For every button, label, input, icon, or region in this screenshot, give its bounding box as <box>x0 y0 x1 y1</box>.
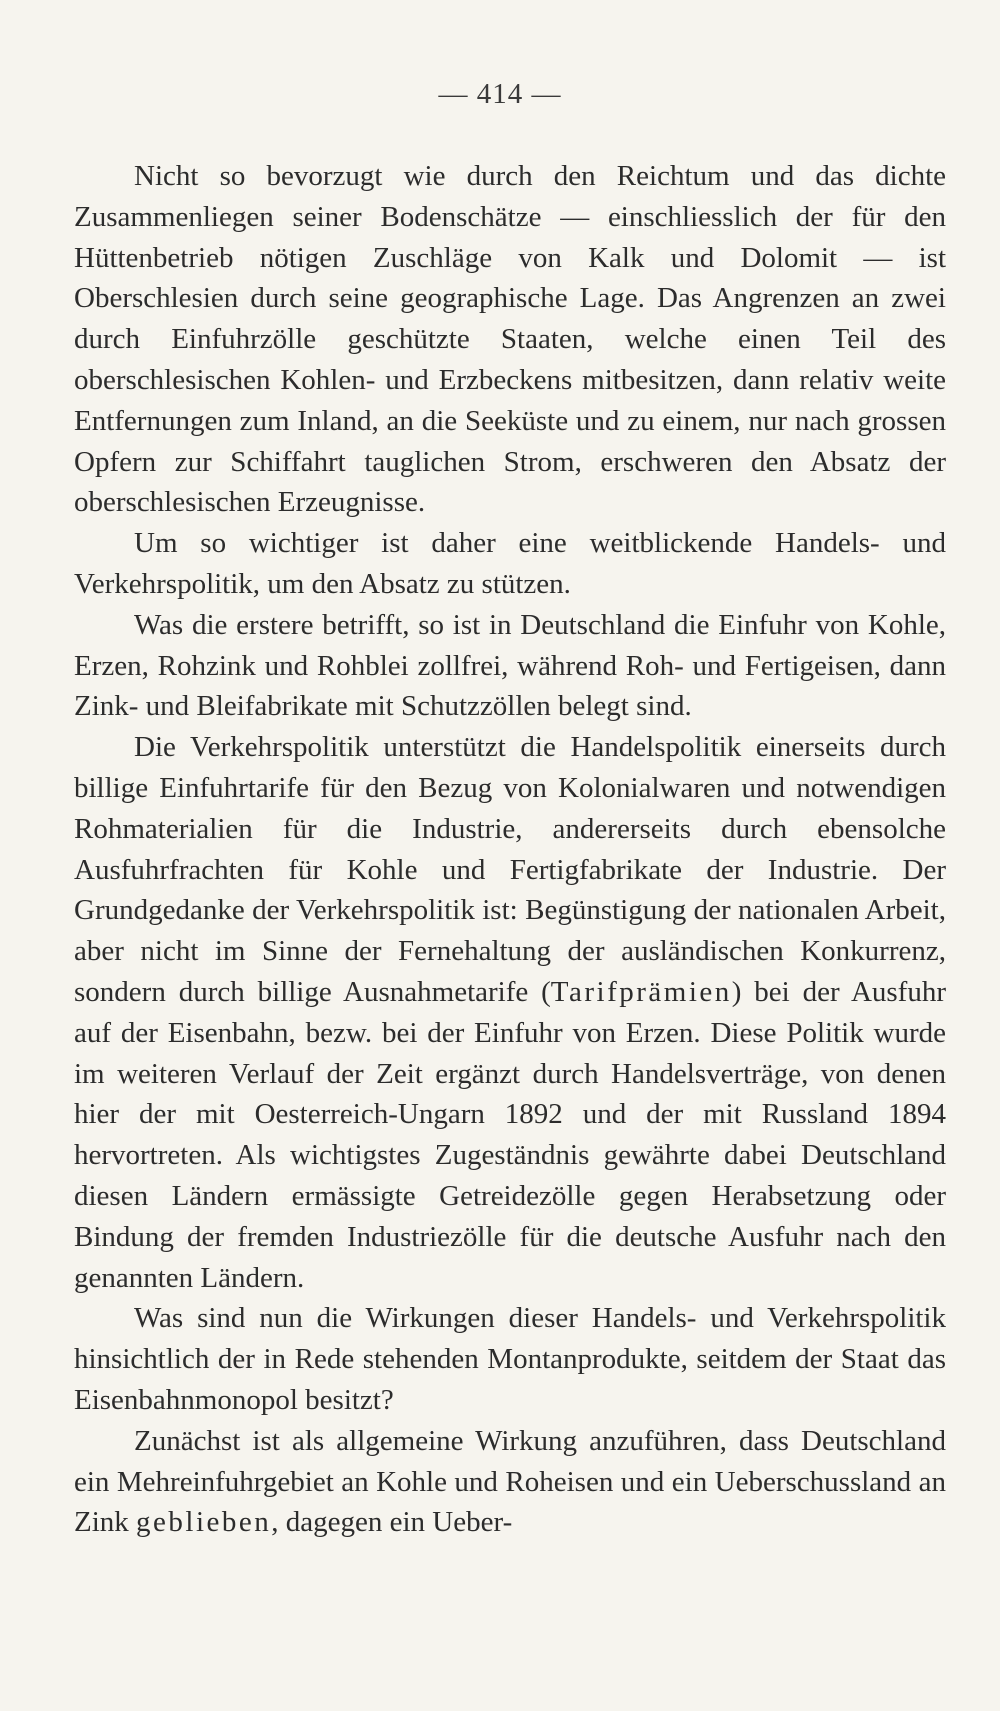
paragraph-5: Was sind nun die Wirkungen dieser Handels- und Verkehrspolitik hinsichtlich der in Rede stehenden Montanprodukte, seitdem der Staat das Eisenbahnmonopol besitzt? <box>74 1302 946 1416</box>
paragraph-6 <box>74 1421 946 1543</box>
paragraph-6-text-a: Zunächst ist als allgemeine Wirkung anzuführen, dass Deutschland ein Mehreinfuhrgebiet an Kohle und Roheisen und ein Ueberschussland an Zink <box>74 1424 946 1539</box>
body-text <box>74 156 946 1543</box>
paragraph-6-text-b: , dagegen ein Ueber- <box>271 1506 513 1539</box>
paragraph-3: Was die erstere betrifft, so ist in Deutschland die Einfuhr von Kohle, Erzen, Rohzink und Rohblei zollfrei, während Roh- und Fertigeisen, dann Zink- und Bleifabrikate mit Schutzzöllen belegt sind. <box>74 608 946 723</box>
paragraph-4-text-a: Die Verkehrspolitik unterstützt die Handelspolitik einerseits durch billige Einfuhrtarife für den Bezug von Kolonialwaren und notwendigen Rohmaterialien für die Industrie, andererseits durch ebensolche Ausfuhrfrachten für Kohle und Fertigfabrikate der Industrie. Der Grundgedanke der Verkehrspolitik ist: Begünstigung der nationalen Arbeit, aber nicht im Sinne der Fernehaltung der ausländischen Konkurrenz, sondern durch billige Ausnahmetarife ( <box>74 731 946 1008</box>
paragraph-4 <box>74 727 946 1298</box>
emphasis-geblieben: geblieben <box>136 1506 272 1539</box>
paragraph-2: Um so wichtiger ist daher eine weitblickende Handels- und Verkehrspolitik, um den Absatz zu stützen. <box>74 527 946 600</box>
paragraph-1: Nicht so bevorzugt wie durch den Reichtum und das dichte Zusammenliegen seiner Bodenschätze — einschliesslich der für den Hüttenbetrieb nötigen Zuschläge von Kalk und Dolomit — ist Oberschlesien durch seine geographische Lage. Das Angrenzen an zwei durch Einfuhrzölle geschützte Staaten, welche einen Teil des oberschlesischen Kohlen- und Erzbeckens mitbesitzen, dann relativ weite Entfernungen zum Inland, an die Seeküste und zu einem, nur nach grossen Opfern zur Schiffahrt tauglichen Strom, erschweren den Absatz der oberschlesischen Erzeugnisse. <box>74 160 946 519</box>
page-number: — 414 — <box>438 78 562 110</box>
paragraph-4-text-b: ) bei der Ausfuhr auf der Eisenbahn, bezw. bei der Einfuhr von Erzen. Diese Politik wurde im weiteren Verlauf der Zeit ergänzt durch Handelsverträge, von denen hier der mit Oesterreich-Ungarn 1892 und der mit Russland 1894 hervortreten. Als wichtigstes Zugeständnis gewährte dabei Deutschland diesen Ländern ermässigte Getreidezölle gegen Herabsetzung oder Bindung der fremden Industriezölle für die deutsche Ausfuhr nach den genannten Ländern. <box>74 975 946 1294</box>
emphasis-tarifpraemien: Tarifprämien <box>550 975 732 1008</box>
